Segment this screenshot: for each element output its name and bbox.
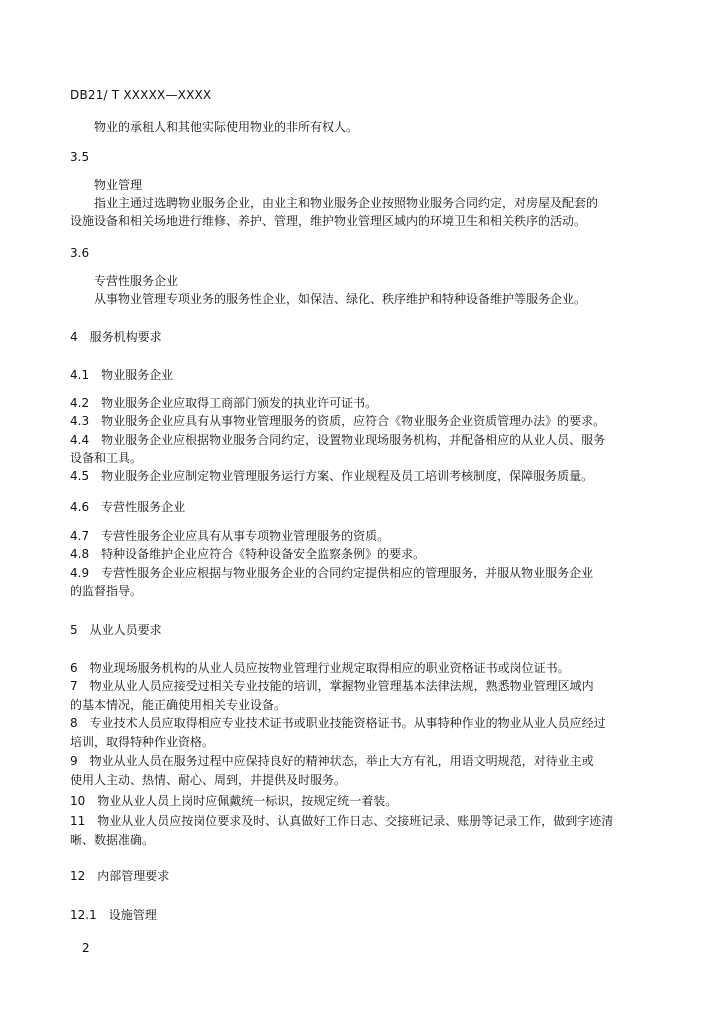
definition-text: 从事物业管理专项业务的服务性企业，如保洁、绿化、秩序维护和特种设备维护等服务企业。 [94, 292, 587, 306]
clause-text: 的监督指导。 [70, 584, 143, 598]
clause-text: 晰、数据准确。 [70, 833, 155, 847]
clause-text: 10 物业从业人员上岗时应佩戴统一标识，按规定统一着装。 [70, 794, 398, 808]
clause-text: 设备和工具。 [70, 451, 143, 465]
document-code: DB21/ T XXXXX—XXXX [70, 88, 212, 102]
subsection-heading: 4.6 专营性服务企业 [70, 500, 186, 514]
section-heading: 4 服务机构要求 [70, 330, 162, 344]
subsection-heading: 4.1 物业服务企业 [70, 368, 174, 382]
clause-text: 7 物业从业人员应接受过相关专业技能的培训，掌握物业管理基本法律法规，熟悉物业管理区域内 [70, 679, 594, 693]
clause-text: 培训，取得特种作业资格。 [70, 735, 215, 749]
definition-text: 物业的承租人和其他实际使用物业的非所有权人。 [94, 120, 359, 134]
definition-text: 设施设备和相关场地进行维修、养护、管理，维护物业管理区域内的环境卫生和相关秩序的活动。 [70, 214, 587, 228]
clause-text: 4.5 物业服务企业应制定物业管理服务运行方案、作业规程及员工培训考核制度，保障服务质量。 [70, 469, 594, 483]
section-heading: 12 内部管理要求 [70, 869, 170, 883]
clause-number: 3.6 [70, 246, 90, 260]
clause-text: 6 物业现场服务机构的从业人员应按物业管理行业规定取得相应的职业资格证书或岗位证书。 [70, 661, 570, 675]
definition-text: 指业主通过选聘物业服务企业，由业主和物业服务企业按照物业服务合同约定，对房屋及配套的 [94, 196, 599, 210]
clause-text: 4.8 特种设备维护企业应符合《特种设备安全监察条例》的要求。 [70, 547, 426, 561]
clause-text: 4.2 物业服务企业应取得工商部门颁发的执业许可证书。 [70, 396, 378, 410]
clause-text: 4.9 专营性服务企业应根据与物业服务企业的合同约定提供相应的管理服务，并服从物业服务企业 [70, 566, 594, 580]
clause-text: 4.7 专营性服务企业应具有从事专项物业管理服务的资质。 [70, 529, 390, 543]
subsection-heading: 12.1 设施管理 [70, 908, 157, 922]
page-number: 2 [82, 941, 90, 955]
clause-number: 3.5 [70, 150, 90, 164]
clause-text: 使用人主动、热情、耐心、周到，并提供及时服务。 [70, 773, 347, 787]
term-name: 专营性服务企业 [94, 274, 179, 288]
clause-text: 的基本情况，能正确使用相关专业设备。 [70, 698, 287, 712]
clause-text: 8 专业技术人员应取得相应专业技术证书或职业技能资格证书。从事特种作业的物业从业人员应经过 [70, 716, 606, 730]
section-heading: 5 从业人员要求 [70, 623, 162, 637]
clause-text: 4.4 物业服务企业应根据物业服务合同约定，设置物业现场服务机构，并配备相应的从业人员、服务 [70, 433, 606, 447]
term-name: 物业管理 [94, 178, 143, 192]
clause-text: 11 物业从业人员应按岗位要求及时、认真做好工作日志、交接班记录、账册等记录工作，做到字迹清 [70, 814, 614, 828]
clause-text: 4.3 物业服务企业应具有从事物业管理服务的资质，应符合《物业服务企业资质管理办法》的要求。 [70, 414, 606, 428]
clause-text: 9 物业从业人员在服务过程中应保持良好的精神状态，举止大方有礼，用语文明规范，对待业主或 [70, 754, 594, 768]
